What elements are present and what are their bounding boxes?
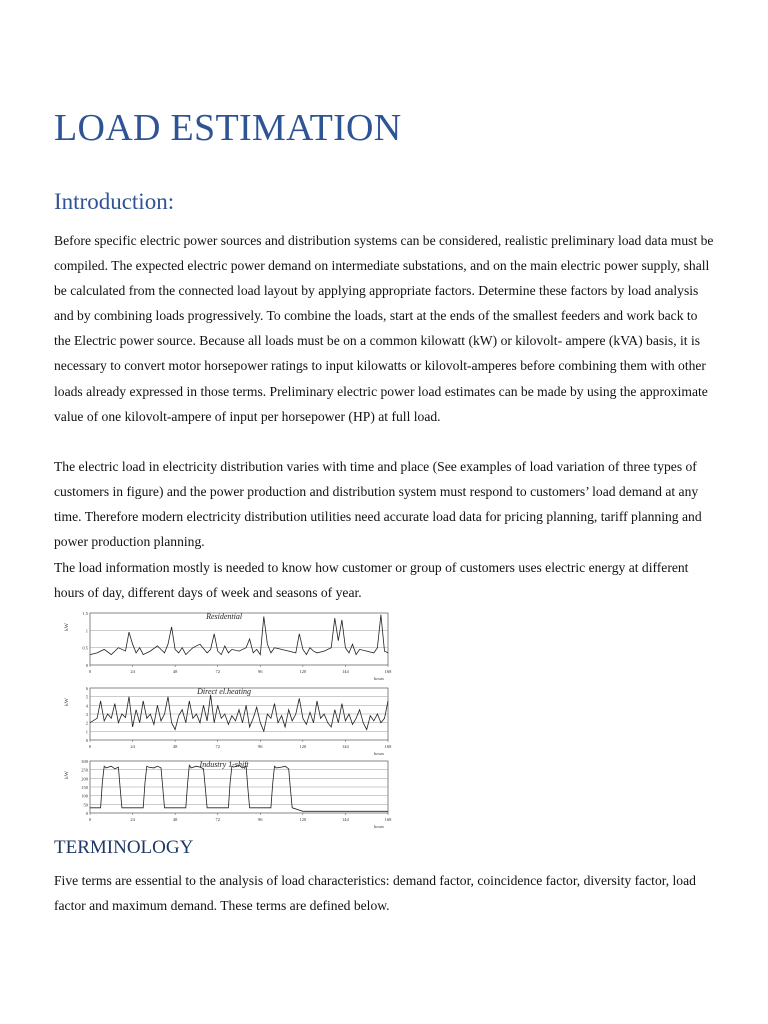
x-tick-label: 120 bbox=[299, 669, 307, 674]
x-axis-label: hours bbox=[374, 824, 384, 828]
x-tick-label: 120 bbox=[299, 744, 307, 749]
x-tick-label: 96 bbox=[258, 817, 263, 822]
terminology-paragraph: Five terms are essential to the analysis of load characteristics: demand factor, coincidence factor, diversity factor, load factor and maximum demand. These terms are defined below. bbox=[54, 873, 696, 914]
x-tick-label: 24 bbox=[130, 669, 135, 674]
x-tick-label: 168 bbox=[384, 669, 392, 674]
x-tick-label: 24 bbox=[130, 744, 135, 749]
x-tick-label: 72 bbox=[215, 669, 220, 674]
y-tick-label: 200 bbox=[81, 776, 88, 782]
x-tick-label: 96 bbox=[258, 744, 263, 749]
y-axis-unit: kW bbox=[64, 623, 70, 631]
load-variation-figure bbox=[62, 608, 402, 833]
series-line bbox=[90, 695, 388, 731]
x-tick-label: 0 bbox=[88, 669, 92, 674]
x-tick-label: 48 bbox=[172, 669, 178, 674]
x-tick-label: 144 bbox=[342, 669, 349, 674]
x-tick-label: 72 bbox=[215, 817, 220, 822]
y-tick-label: 100 bbox=[81, 793, 88, 799]
y-tick-label: 1 bbox=[85, 729, 88, 735]
y-tick-label: 3 bbox=[85, 712, 88, 717]
x-tick-label: 0 bbox=[88, 817, 92, 822]
x-tick-label: 72 bbox=[215, 744, 220, 749]
y-tick-label: 0 bbox=[85, 738, 88, 743]
x-tick-label: 120 bbox=[299, 817, 307, 822]
x-tick-label: 0 bbox=[88, 744, 92, 749]
y-tick-label: 2 bbox=[85, 720, 88, 726]
terminology-heading: TERMINOLOGY bbox=[54, 837, 194, 858]
chart-title: Industry 1-shift bbox=[199, 760, 249, 769]
paragraph-3: The load information mostly is needed to know how customer or group of customers uses electric energy at different hours of day, different days of week and seasons of year. bbox=[54, 560, 689, 601]
chart-title: Direct el.heating bbox=[197, 687, 252, 696]
x-tick-label: 168 bbox=[384, 744, 392, 749]
y-tick-label: 50 bbox=[83, 802, 88, 808]
y-tick-label: 0 bbox=[85, 663, 88, 668]
paragraph-2: The electric load in electricity distribution varies with time and place (See examples of load variation of three types of customers in figure) and the power production and distribution system must respond to customers’ load demand at any time. Therefore modern electricity distribution utilities need accurate load data for pricing planning, tariff planning and power production planning. bbox=[54, 459, 702, 550]
x-tick-label: 48 bbox=[172, 817, 178, 822]
chart-title: Residential bbox=[206, 612, 243, 621]
y-tick-label: 300 bbox=[81, 759, 88, 764]
y-tick-label: 4 bbox=[85, 703, 88, 709]
x-tick-label: 168 bbox=[384, 817, 392, 822]
y-axis-unit: kW bbox=[64, 698, 70, 706]
y-tick-label: 0.5 bbox=[82, 645, 88, 651]
x-tick-label: 144 bbox=[342, 744, 349, 749]
document-title: LOAD ESTIMATION bbox=[54, 107, 402, 149]
y-tick-label: 1.5 bbox=[82, 611, 88, 616]
y-tick-label: 150 bbox=[81, 785, 88, 790]
x-axis-label: hours bbox=[374, 676, 384, 681]
x-tick-label: 144 bbox=[342, 817, 349, 822]
y-tick-label: 250 bbox=[81, 767, 88, 773]
y-tick-label: 1 bbox=[85, 628, 88, 634]
load-variation-charts bbox=[62, 608, 402, 828]
x-tick-label: 48 bbox=[172, 744, 178, 749]
y-axis-unit: kW bbox=[64, 771, 70, 779]
y-tick-label: 0 bbox=[85, 811, 88, 816]
y-tick-label: 6 bbox=[85, 686, 88, 691]
x-tick-label: 24 bbox=[130, 817, 135, 822]
paragraph-1: Before specific electric power sources and distribution systems can be considered, realistic preliminary load data must be compiled. The expected electric power demand on intermediate substations, and on the main electric power supply, shall be calculated from the connected load layout by applying appropriate factors. Determine these factors by load analysis and by combining loads progressively. To combine the loads, start at the ends of the smallest feeders and work back to the Electric power source. Because all loads must be on a common kilowatt (kW) or kilovolt- ampere (kVA) basis, it is necessary to convert motor horsepower ratings to input kilowatts or kilovolt-amperes before combining them with other loads already expressed in those terms. Preliminary electric power load estimates can be made by using the approximate value of one kilovolt-ampere of input per horsepower (HP) at full load. bbox=[54, 233, 714, 424]
y-tick-label: 5 bbox=[85, 694, 88, 700]
x-tick-label: 96 bbox=[258, 669, 263, 674]
x-axis-label: hours bbox=[374, 751, 384, 756]
intro-heading: Introduction: bbox=[54, 189, 175, 214]
